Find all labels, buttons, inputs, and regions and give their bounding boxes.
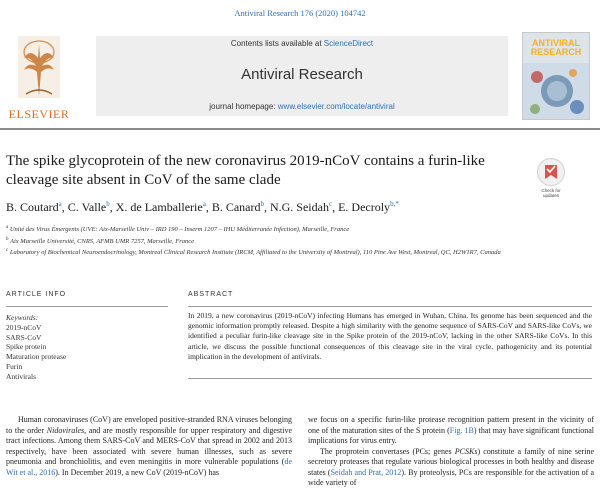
keyword: Spike protein <box>6 342 47 352</box>
author[interactable]: E. Decroly$^{b,*}$ <box>338 200 399 214</box>
keyword: Furin <box>6 361 23 371</box>
abstract-rule <box>188 306 592 307</box>
article-info-rule <box>6 306 168 307</box>
check-for-updates-badge[interactable] <box>534 158 568 200</box>
journal-banner <box>96 36 508 116</box>
affiliation: $^c$ Laboratory of Biochemical Neuroendocrinology, Montreal Clinical Research Institute (IRCM, Affiliated to the University of Montreal), 110 Pine Ave West, Montreal, QC, H2W1R7, Canada <box>6 248 501 257</box>
keyword: Maturation protease <box>6 352 67 362</box>
article-title: The spike glycoprotein of the new coronavirus 2019-nCoV contains a furin-like cleavage site absent in CoV of the same clade <box>6 153 485 188</box>
affiliation: $^a$ Unité des Virus Émergents (UVE: Aix-Marseille Univ – IRD 190 – Inserm 1207 – IHU Méditerranée Infection), Marseille, France <box>6 225 350 234</box>
abstract-text: In 2019, a new coronavirus (2019-nCoV) infecting Humans has emerged in Wuhan, China. Its genome has been sequenced and the genomic information promptly released. Despite a high similarity with the genome sequence of SARS-CoV and SARS-like CoVs, we identified a peculiar furin-like cleavage site in the Spike protein of the 2019-nCoV, lacking in the other SARS-like CoVs. In this article, we discuss the possible functional consequences of this cleavage site in the viral cycle, pathogenicity and its potential implication in the development of antivirals. <box>188 311 592 361</box>
journal-header <box>0 30 600 126</box>
affiliation: $^b$ Aix Marseille Université, CNRS, AFMB UMR 7257, Marseille, France <box>6 236 195 245</box>
header-divider <box>0 128 600 130</box>
body-paragraph: The proprotein convertases (PCs; genes PCSKs) constitute a family of nine serine secretory proteases that regulate various biological processes in both healthy and disease states (Seidah and Prat, 2012). By proteolysis, PCs are responsible for the activation of a wide variety of <box>308 446 595 487</box>
author-list: B. Coutard$^a$, C. Valle$^b$, X. de Lamballerie$^a$, B. Canard$^b$, N.G. Seidah$^c$, E. Decroly$^{b,*}$ <box>6 200 399 214</box>
article-info-heading: ARTICLE INFO <box>6 291 67 298</box>
contents-prefix: Contents lists available at <box>230 39 324 48</box>
cover-virus-image <box>523 63 589 119</box>
crossmark-icon <box>538 159 564 185</box>
keyword: SARS-CoV <box>6 332 42 342</box>
check-updates-icon <box>537 158 565 186</box>
homepage-link[interactable]: www.elsevier.com/locate/antiviral <box>277 102 395 111</box>
keywords-list <box>6 313 166 382</box>
body-column-left <box>6 415 292 478</box>
elsevier-tree-icon <box>18 36 60 98</box>
body-paragraph: Human coronaviruses (CoV) are enveloped positive-stranded RNA viruses belonging to the order Nidovirales, and are mostly responsible for upper respiratory and digestive tract infections. Among them SARS-CoV and MERS-CoV that spread in 2002 and 2013 respectively, have been associated with severe human illnesses, such as severe pneumonia and bronchiolitis, and even meningitis in more vulnerable populations (de Wit et al., 2016). In December 2019, a new CoV (2019-nCoV) has <box>6 415 292 477</box>
contents-line <box>96 39 508 48</box>
keywords-label: Keywords: <box>6 313 39 322</box>
journal-citation[interactable]: Antiviral Research 176 (2020) 104742 <box>234 8 366 18</box>
author[interactable]: B. Coutard$^a$ <box>6 200 62 214</box>
keyword: 2019-nCoV <box>6 322 42 332</box>
body-paragraph: we focus on a specific furin-like protease recognition pattern present in the vicinity of one of the maturation sites of the S protein (Fig. 1B) that may have significant functional implications for virus entry. <box>308 415 594 445</box>
check-updates-text: Check for updates <box>541 188 561 198</box>
author[interactable]: B. Canard$^b$ <box>211 200 264 214</box>
homepage-line <box>96 102 508 111</box>
reference-link[interactable]: de Wit et al., 2016 <box>6 457 292 477</box>
affiliations <box>6 223 596 258</box>
reference-link[interactable]: Seidah and Prat, 2012 <box>330 467 402 477</box>
author[interactable]: N.G. Seidah$^c$ <box>269 200 333 214</box>
sciencedirect-link[interactable]: ScienceDirect <box>323 39 374 48</box>
elsevier-wordmark: ELSEVIER <box>8 107 70 121</box>
homepage-prefix: journal homepage: <box>209 102 278 111</box>
keyword: Antivirals <box>6 371 36 381</box>
journal-name: Antiviral Research <box>241 66 363 83</box>
abstract-heading: ABSTRACT <box>188 291 234 298</box>
author[interactable]: X. de Lamballerie$^a$ <box>115 200 206 214</box>
journal-cover[interactable] <box>522 32 590 120</box>
abstract-bottom-rule <box>188 378 592 379</box>
figure-link[interactable]: Fig. 1B <box>449 425 474 435</box>
elsevier-logo <box>6 36 72 122</box>
cover-title: ANTIVIRAL RESEARCH <box>530 38 582 57</box>
body-column-right <box>308 415 594 489</box>
author[interactable]: C. Valle$^b$ <box>67 200 110 214</box>
